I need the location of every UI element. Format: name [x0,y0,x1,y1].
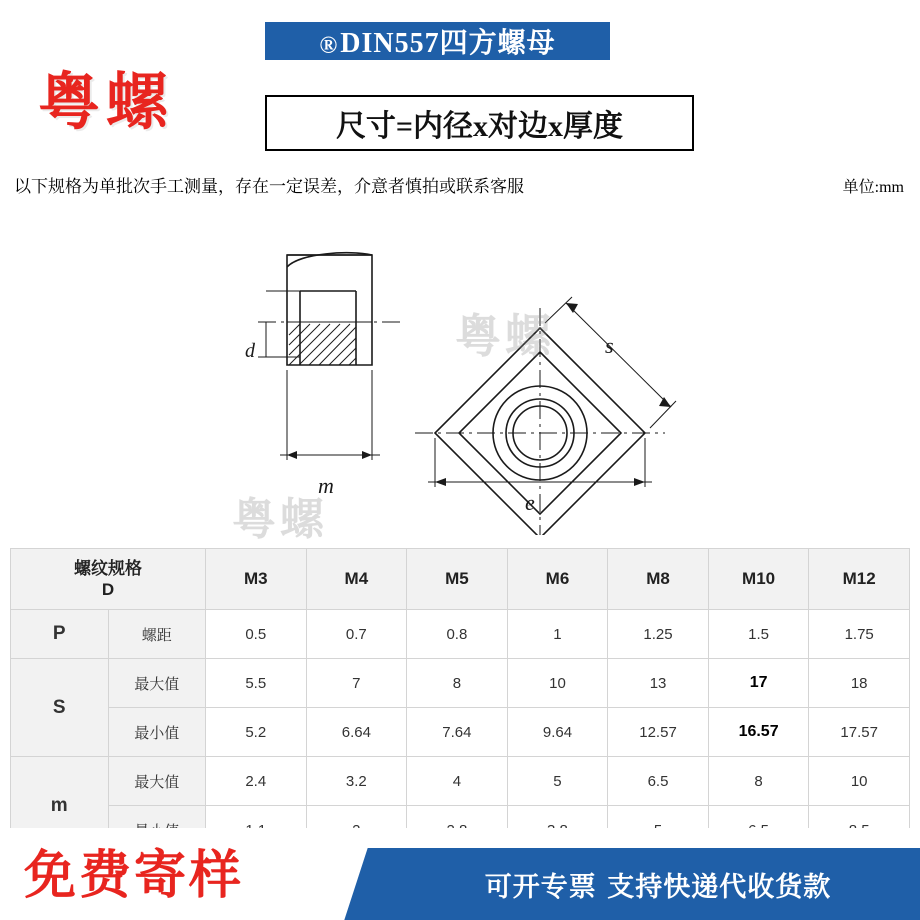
registered-trademark-icon: ® [319,33,339,59]
cell-s-min-m6: 9.64 [507,708,608,757]
cell-m-max-m10: 8 [708,757,809,806]
unit-label: 单位:mm [842,179,904,196]
cell-p-m3: 0.5 [206,610,307,659]
row-sublabel-s-min: 最小值 [108,708,206,757]
table-row [11,757,910,806]
column-header-m5: M5 [407,549,508,610]
product-title-text: DIN557四方螺母 [340,28,556,59]
cell-p-m12: 1.75 [809,610,910,659]
spec-table-head [11,549,910,610]
cell-m-max-m6: 5 [507,757,608,806]
column-header-m3: M3 [206,549,307,610]
footer-banner-text: 可开专票 支持快递代收货款 [484,871,832,903]
footer-blue-bar [396,848,920,920]
spec-table [10,548,910,855]
row-label-s: S [11,659,109,757]
row-sublabel-m-max: 最大值 [108,757,206,806]
cell-m-max-m12: 10 [809,757,910,806]
measurement-note: 以下规格为单批次手工测量，存在一定误差，介意者慎拍或联系客服 [14,177,524,196]
cell-s-min-m5: 7.64 [407,708,508,757]
cell-p-m5: 0.8 [407,610,508,659]
row-label-p: P [11,610,109,659]
cell-m-max-m5: 4 [407,757,508,806]
table-row [11,708,910,757]
column-header-m10: M10 [708,549,809,610]
spec-table-body [11,610,910,855]
row-label-m: m [11,757,109,855]
watermark-bottom: 粤螺 [232,494,328,545]
table-row [11,610,910,659]
size-formula-text: 尺寸=内径x对边x厚度 [335,110,624,143]
cell-s-min-m3: 5.2 [206,708,307,757]
column-header-m6: M6 [507,549,608,610]
dimension-m-label: m [318,473,334,498]
dimension-e-label: e [525,490,535,515]
product-title-bar [265,22,610,60]
thread-spec-header-line1: 螺纹规格 [74,558,142,578]
cell-p-m8: 1.25 [608,610,709,659]
footer-banner [0,828,920,920]
cell-p-m4: 0.7 [306,610,407,659]
cell-s-max-m4: 7 [306,659,407,708]
cell-m-max-m8: 6.5 [608,757,709,806]
spec-table-wrapper [10,548,910,855]
cell-s-min-m4: 6.64 [306,708,407,757]
product-title [319,21,555,61]
cell-p-m10: 1.5 [708,610,809,659]
cell-m-max-m3: 2.4 [206,757,307,806]
column-header-m4: M4 [306,549,407,610]
thread-spec-header-line2: D [101,580,115,599]
cell-p-m6: 1 [507,610,608,659]
nut-drawing-svg [0,205,920,535]
size-formula-box [265,95,694,151]
cell-s-min-m12: 17.57 [809,708,910,757]
free-sample-text: 免费寄样 [24,846,245,906]
cell-s-min-m10: 16.57 [708,708,809,757]
cell-s-min-m8: 12.57 [608,708,709,757]
watermark-top: 粤螺 [455,309,555,363]
table-header-row [11,549,910,610]
cell-s-max-m12: 18 [809,659,910,708]
thread-spec-header [11,549,206,610]
cell-m-max-m4: 3.2 [306,757,407,806]
column-header-m12: M12 [809,549,910,610]
dimension-d-label: d [245,340,255,362]
column-header-m8: M8 [608,549,709,610]
cell-s-max-m3: 5.5 [206,659,307,708]
dimension-s-label: s [605,333,614,358]
cell-s-max-m10: 17 [708,659,809,708]
brand-logo: 粤螺 [38,65,175,138]
row-sublabel-pitch: 螺距 [108,610,206,659]
row-sublabel-s-max: 最大值 [108,659,206,708]
cell-s-max-m6: 10 [507,659,608,708]
cell-s-max-m8: 13 [608,659,709,708]
technical-drawing [0,205,920,545]
table-row [11,659,910,708]
cell-s-max-m5: 8 [407,659,508,708]
